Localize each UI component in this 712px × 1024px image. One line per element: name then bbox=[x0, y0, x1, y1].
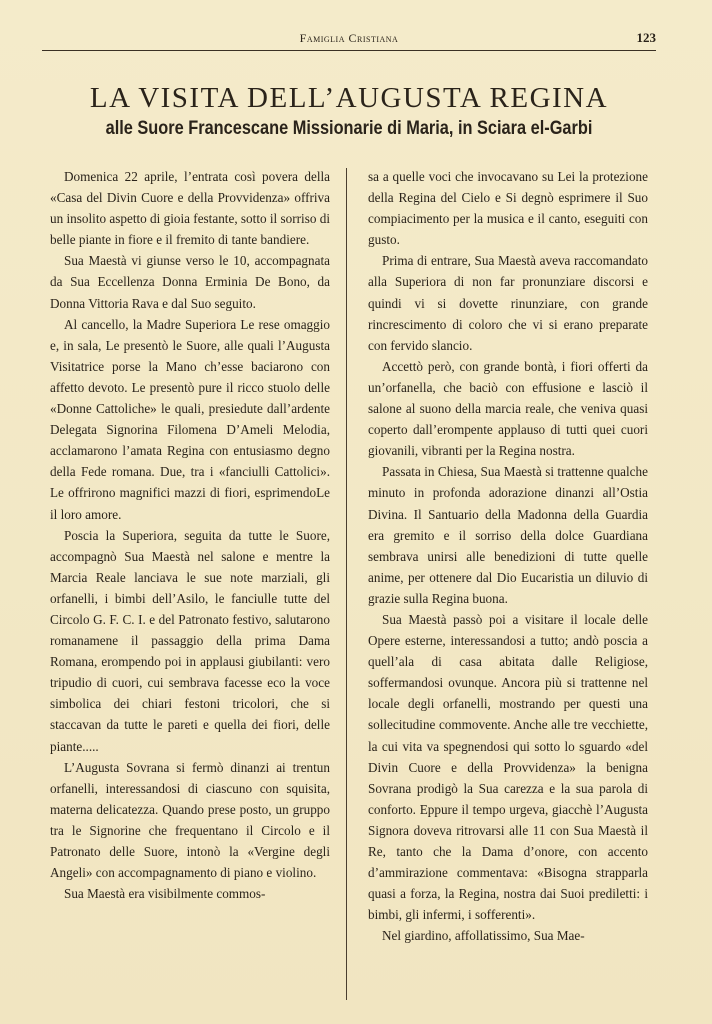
paragraph: L’Augusta Sovrana si fermò dinanzi ai trentun orfanelli, interessandosi di ciascuno con squisita, materna delicatezza. Quando prese posto, un gruppo tra le Signorine che frequentano il Circolo e il Patronato delle Suore, intonò la «Vergine degli Angeli» con accompagnamento di piano e violino. bbox=[50, 759, 330, 881]
paragraph: Sua Maestà era visibilmente commos- bbox=[64, 886, 266, 902]
article-subtitle: alle Suore Francescane Missionarie di Maria, in Sciara el-Garbi bbox=[105, 118, 593, 139]
left-column bbox=[50, 166, 330, 904]
article-title: LA VISITA DELL’AUGUSTA REGINA bbox=[89, 82, 609, 114]
paragraph: Prima di entrare, Sua Maestà aveva raccomandato alla Superiora di non far pronunziare discorsi e quindi vi si dovette rinunziare, con grande rincrescimento di coloro che vi si erano preparate con fervido slancio. bbox=[368, 253, 648, 353]
paragraph: Passata in Chiesa, Sua Maestà si trattenne qualche minuto in profonda adorazione dinanzi all’Ostia Divina. Il Santuario della Madonna della Guardia era gremito e il sorriso della dolce Guardiana sembrava unirsi alle benedizioni di tutte quelle anime, per ottenere dal Dio Eucaristia un diluvio di grazie sulla Regina buona. bbox=[368, 464, 648, 606]
page-header bbox=[42, 28, 656, 48]
page-number: 123 bbox=[636, 30, 656, 45]
paragraph: Accettò però, con grande bontà, i fiori offerti da un’orfanella, che baciò con effusione e lasciò il salone al suono della marcia reale, che veniva quasi coperto dall’erompente applauso di tutti quei cuori giovanili, vibranti per la Regina nostra. bbox=[368, 358, 648, 459]
header-rule bbox=[42, 50, 656, 51]
paragraph: Al cancello, la Madre Superiora Le rese omaggio e, in sala, Le presentò le Suore, alle quali l’Augusta Visitatrice porse la Mano ch’esse baciarono con affetto devoto. Le presentò pure il ricco stuolo delle «Donne Cattoliche» le quali, presiedute dall’ardente Delegata Signorina Filomena D’Ameli Melodia, acclamarono l’amata Regina con entusiasmo degno della Fede romana. Due, tra i «fanciulli Cattolici». Le offrirono magnifici mazzi di fiori, esprimendoLe il loro amore. bbox=[50, 316, 330, 522]
paragraph-continued: sa a quelle voci che invocavano su Lei la protezione della Regina del Cielo e Si degnò esprimere il Suo compiacimento per la musica e il canto, eseguiti con gusto. bbox=[368, 169, 648, 248]
paragraph: Sua Maestà vi giunse verso le 10, accompagnata da Sua Eccellenza Donna Erminia De Bono, da Donna Vittoria Rava e dal Suo seguito. bbox=[50, 253, 330, 311]
running-title: Famiglia Cristiana bbox=[299, 30, 399, 45]
paragraph: Domenica 22 aprile, l’entrata così povera della «Casa del Divin Cuore e della Provvidenza» offriva un insolito aspetto di gioia festante, sotto il sorriso di belle piante in fiore e il fremito di tante bandiere. bbox=[50, 169, 330, 248]
paragraph: Poscia la Superiora, seguita da tutte le Suore, accompagnò Sua Maestà nel salone e mentre la Marcia Reale lanciava le sue note marziali, gli orfanelli, i bimbi dell’Asilo, le fanciulle tutte del Circolo G. F. C. I. e del Patronato festivo, salutarono romanamene il passaggio della prima Dama Romana, erompendo poi in applausi giubilanti: vero tripudio di cuori, cui sembrava facesse eco la voce simbolica dei chiari festoni tricolori, che si staccavan da tutte le pareti e quella dei fiori, delle piante..... bbox=[50, 527, 330, 754]
paragraph: Nel giardino, affollatissimo, Sua Mae- bbox=[382, 928, 585, 944]
paragraph: Sua Maestà passò poi a visitare il locale delle Opere esterne, interessandosi a tutto; andò poscia a quell’ala di casa abitata dalle Religiose, soffermandosi ovunque. Ancora più si trattenne nel locale degli orfanelli, mostrando per questi una sollecitudine commovente. Anche alle tre vecchiette, la cui vita va spegnendosi qui sotto lo sguardo «del Divin Cuore e della Provvidenza» la benigna Sovrana prodigò la Sua carezza e la sua parola di conforto. Eppure il tempo urgeva, giacchè l’Augusta Signora doveva ritrovarsi alle 11 con Sua Maestà il Re, tanto che la Dama d’onore, con accento d’ammirazione commentava: «Bisogna strapparla quasi a forza, la Regina, nostra dai Suoi prediletti: i bimbi, gli infermi, i sofferenti». bbox=[368, 611, 648, 923]
column-divider bbox=[346, 168, 347, 1000]
right-column bbox=[368, 166, 648, 946]
